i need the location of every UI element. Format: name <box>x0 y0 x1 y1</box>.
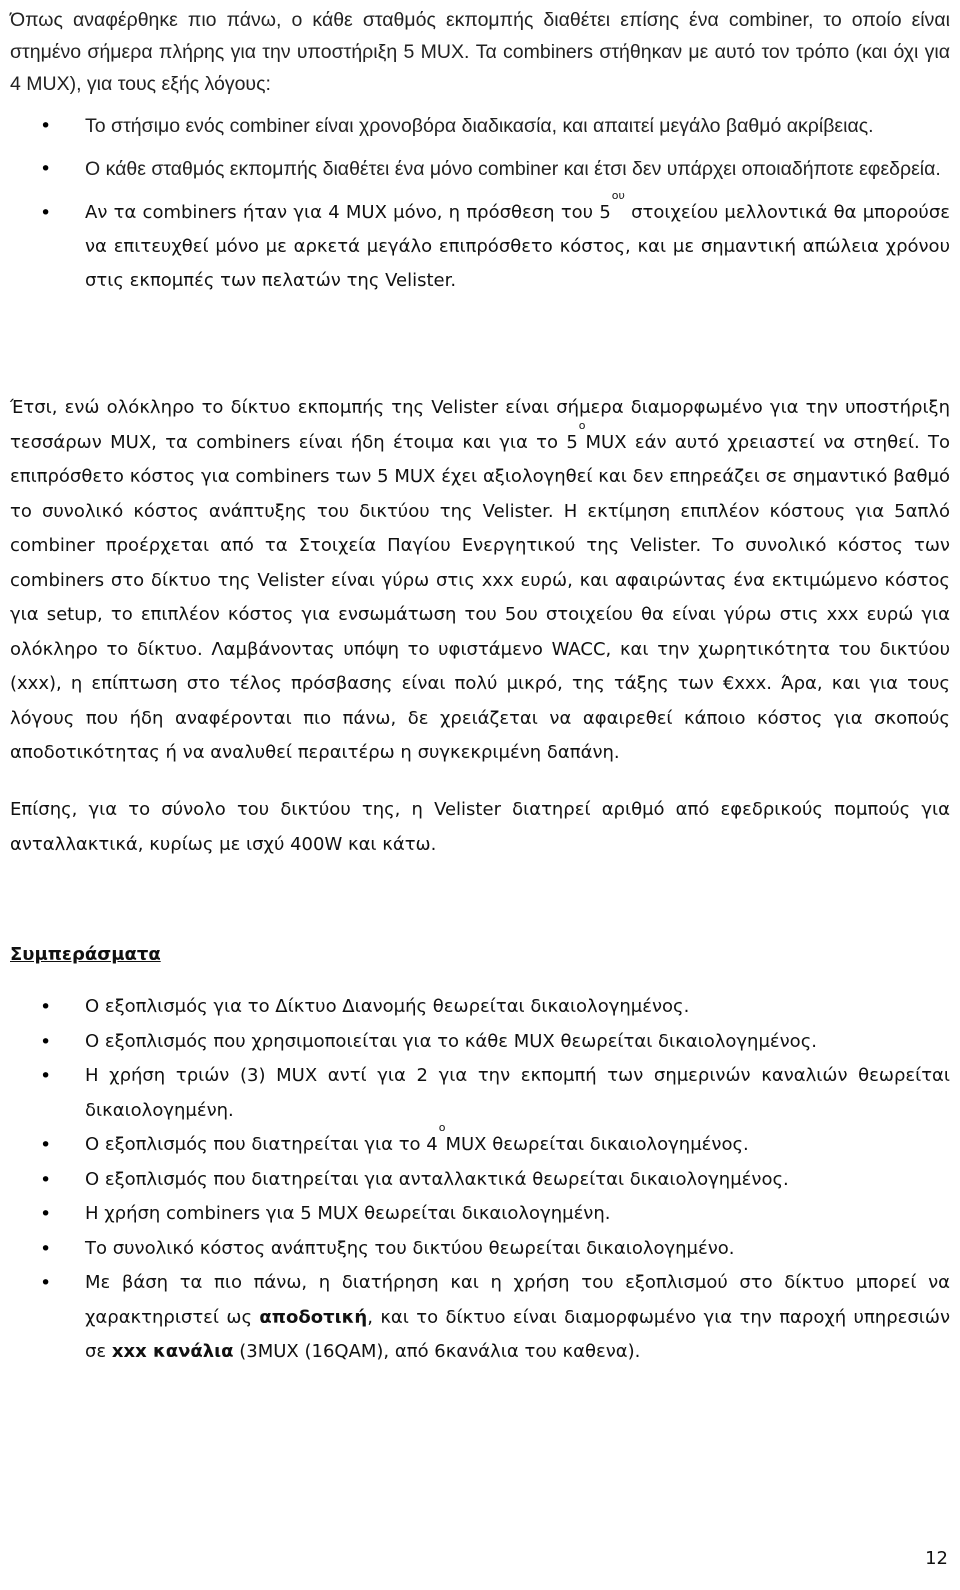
paragraph-text: MUX εάν αυτό χρειαστεί να στηθεί. Το επιπρόσθετο κόστος για combiners των 5 MUX έχει αξιολογηθεί και δεν επηρεάζει σε σημαντικό βαθμό το συνολικό κόστος ανάπτυξης του δικτύου της Velister. Η εκτίμηση επιπλέον κόστους για 5απλό combiner προέρχεται από τα Στοιχεία Παγίου Ενεργητικού της Velister. Το συνολικό κόστος των combiners στο δίκτυο της Velister είναι γύρω στις xxx ευρώ, και αφαιρώντας ένα εκτιμώμενο κόστος για setup, το επιπλέον κόστος για ενσωμάτωση του 5ου στοιχείου θα είναι γύρω στις xxx ευρώ για ολόκληρο το δίκτυο. Λαμβάνοντας υπόψη το υφιστάμενο WACC, και την χωρητικότητα του δικτύου (xxx), η επίπτωση στο τέλος πρόσβασης είναι πολύ μικρό, της τάξης των €xxx. Άρα, και για τους λόγους που ήδη αναφέρονται πιο πάνω, δε χρειάζεται να αφαιρεθεί κάποιο κόστος για σκοπούς αποδοτικότητας ή να αναλυθεί περαιτέρω η συγκεκριμένη δαπάνη. <box>10 431 950 763</box>
list-item-text: Η χρήση combiners για 5 MUX θεωρείται δικαιολογημένη. <box>85 1203 611 1224</box>
intro-paragraph: Όπως αναφέρθηκε πιο πάνω, ο κάθε σταθμός εκπομπής διαθέτει επίσης ένα combiner, το οποίο είναι στημένο σήμερα πλήρης για την υποστήριξη 5 MUX. Τα combiners στήθηκαν με αυτό τον τρόπο (και όχι για 4 MUX), για τους εξής λόγους: <box>10 9 950 95</box>
list-item-text: Το στήσιμο ενός combiner είναι χρονοβόρα διαδικασία, και απαιτεί μεγάλο βαθμό ακρίβειας. <box>85 115 874 137</box>
bold-term: xxx κανάλια <box>111 1341 234 1362</box>
ordinal-superscript: ο <box>438 1121 446 1134</box>
list-item <box>10 1266 950 1370</box>
conclusions-list <box>10 990 950 1370</box>
list-item-text: Ο εξοπλισμός που διατηρείται για ανταλλακτικά θεωρείται δικαιολογημένος. <box>85 1168 789 1190</box>
list-item-text: στοιχείου μελλοντικά θα μπορούσε να επιτευχθεί μόνο με αρκετά μεγάλο επιπρόσθετο κόστος, και με σημαντική απώλεια χρόνου στις εκπομπές των πελατών της Velister. <box>85 202 950 291</box>
list-item <box>10 1232 950 1267</box>
list-item-text: Ο εξοπλισμός που χρησιμοποιείται για το κάθε MUX θεωρείται δικαιολογημένος. <box>85 1030 817 1052</box>
list-item-text: Με βάση τα πιο πάνω, η διατήρηση και η χρήση του εξοπλισμού στο δίκτυο μπορεί να χαρακτηριστεί ως <box>85 1272 950 1328</box>
list-item-text: Το συνολικό κόστος ανάπτυξης του δικτύου θεωρείται δικαιολογημένο. <box>85 1237 735 1259</box>
reasons-list <box>10 110 950 311</box>
list-item <box>10 110 950 142</box>
list-item-text: (3MUX (16QAM), από 6κανάλια του καθενα). <box>233 1341 641 1362</box>
bold-term: αποδοτική <box>259 1306 368 1328</box>
paragraph-text: Έτσι, ενώ ολόκληρο το δίκτυο εκπομπής της Velister είναι σήμερα διαμορφωμένο για την υποστήριξη τεσσάρων MUX, τα combiners είναι ήδη έτοιμα και για το 5 <box>10 397 950 453</box>
ordinal-superscript: ο <box>578 418 586 432</box>
document-page <box>10 0 954 1590</box>
list-item-text: MUX θεωρείται δικαιολογημένος. <box>445 1134 749 1155</box>
page-number: 12 <box>925 1548 948 1569</box>
list-item-text: Αν τα combiners ήταν για 4 MUX μόνο, η πρόσθεση του 5 <box>85 202 611 223</box>
list-item <box>10 1197 950 1232</box>
list-item <box>10 1163 950 1198</box>
list-item <box>10 189 950 298</box>
spares-paragraph: Επίσης, για το σύνολο του δικτύου της, η Velister διατηρεί αριθμό από εφεδρικούς πομπούς για ανταλλακτικά, κυρίως με ισχύ 400W και κάτω. <box>10 799 950 855</box>
list-item <box>10 1121 950 1163</box>
list-item-text: Ο εξοπλισμός που διατηρείται για το 4 <box>85 1134 438 1155</box>
list-item <box>10 1025 950 1060</box>
list-item <box>10 990 950 1025</box>
list-item-text: Ο κάθε σταθμός εκπομπής διαθέτει ένα μόνο combiner και έτσι δεν υπάρχει οποιαδήποτε εφεδρεία. <box>85 158 941 180</box>
list-item <box>10 153 950 185</box>
cost-paragraph <box>10 391 950 771</box>
list-item-text: Ο εξοπλισμός για το Δίκτυο Διανομής θεωρείται δικαιολογημένος. <box>85 996 690 1017</box>
list-item <box>10 1059 950 1128</box>
ordinal-superscript: ου <box>611 189 625 202</box>
section-heading: Συμπεράσματα <box>10 944 161 965</box>
list-item-text: Η χρήση τριών (3) MUX αντί για 2 για την εκπομπή των σημερινών καναλιών θεωρείται δικαιολογημένη. <box>85 1065 950 1121</box>
list-item-text: , και το δίκτυο είναι διαμορφωμένο για την παροχή υπηρεσιών σε <box>85 1306 950 1362</box>
